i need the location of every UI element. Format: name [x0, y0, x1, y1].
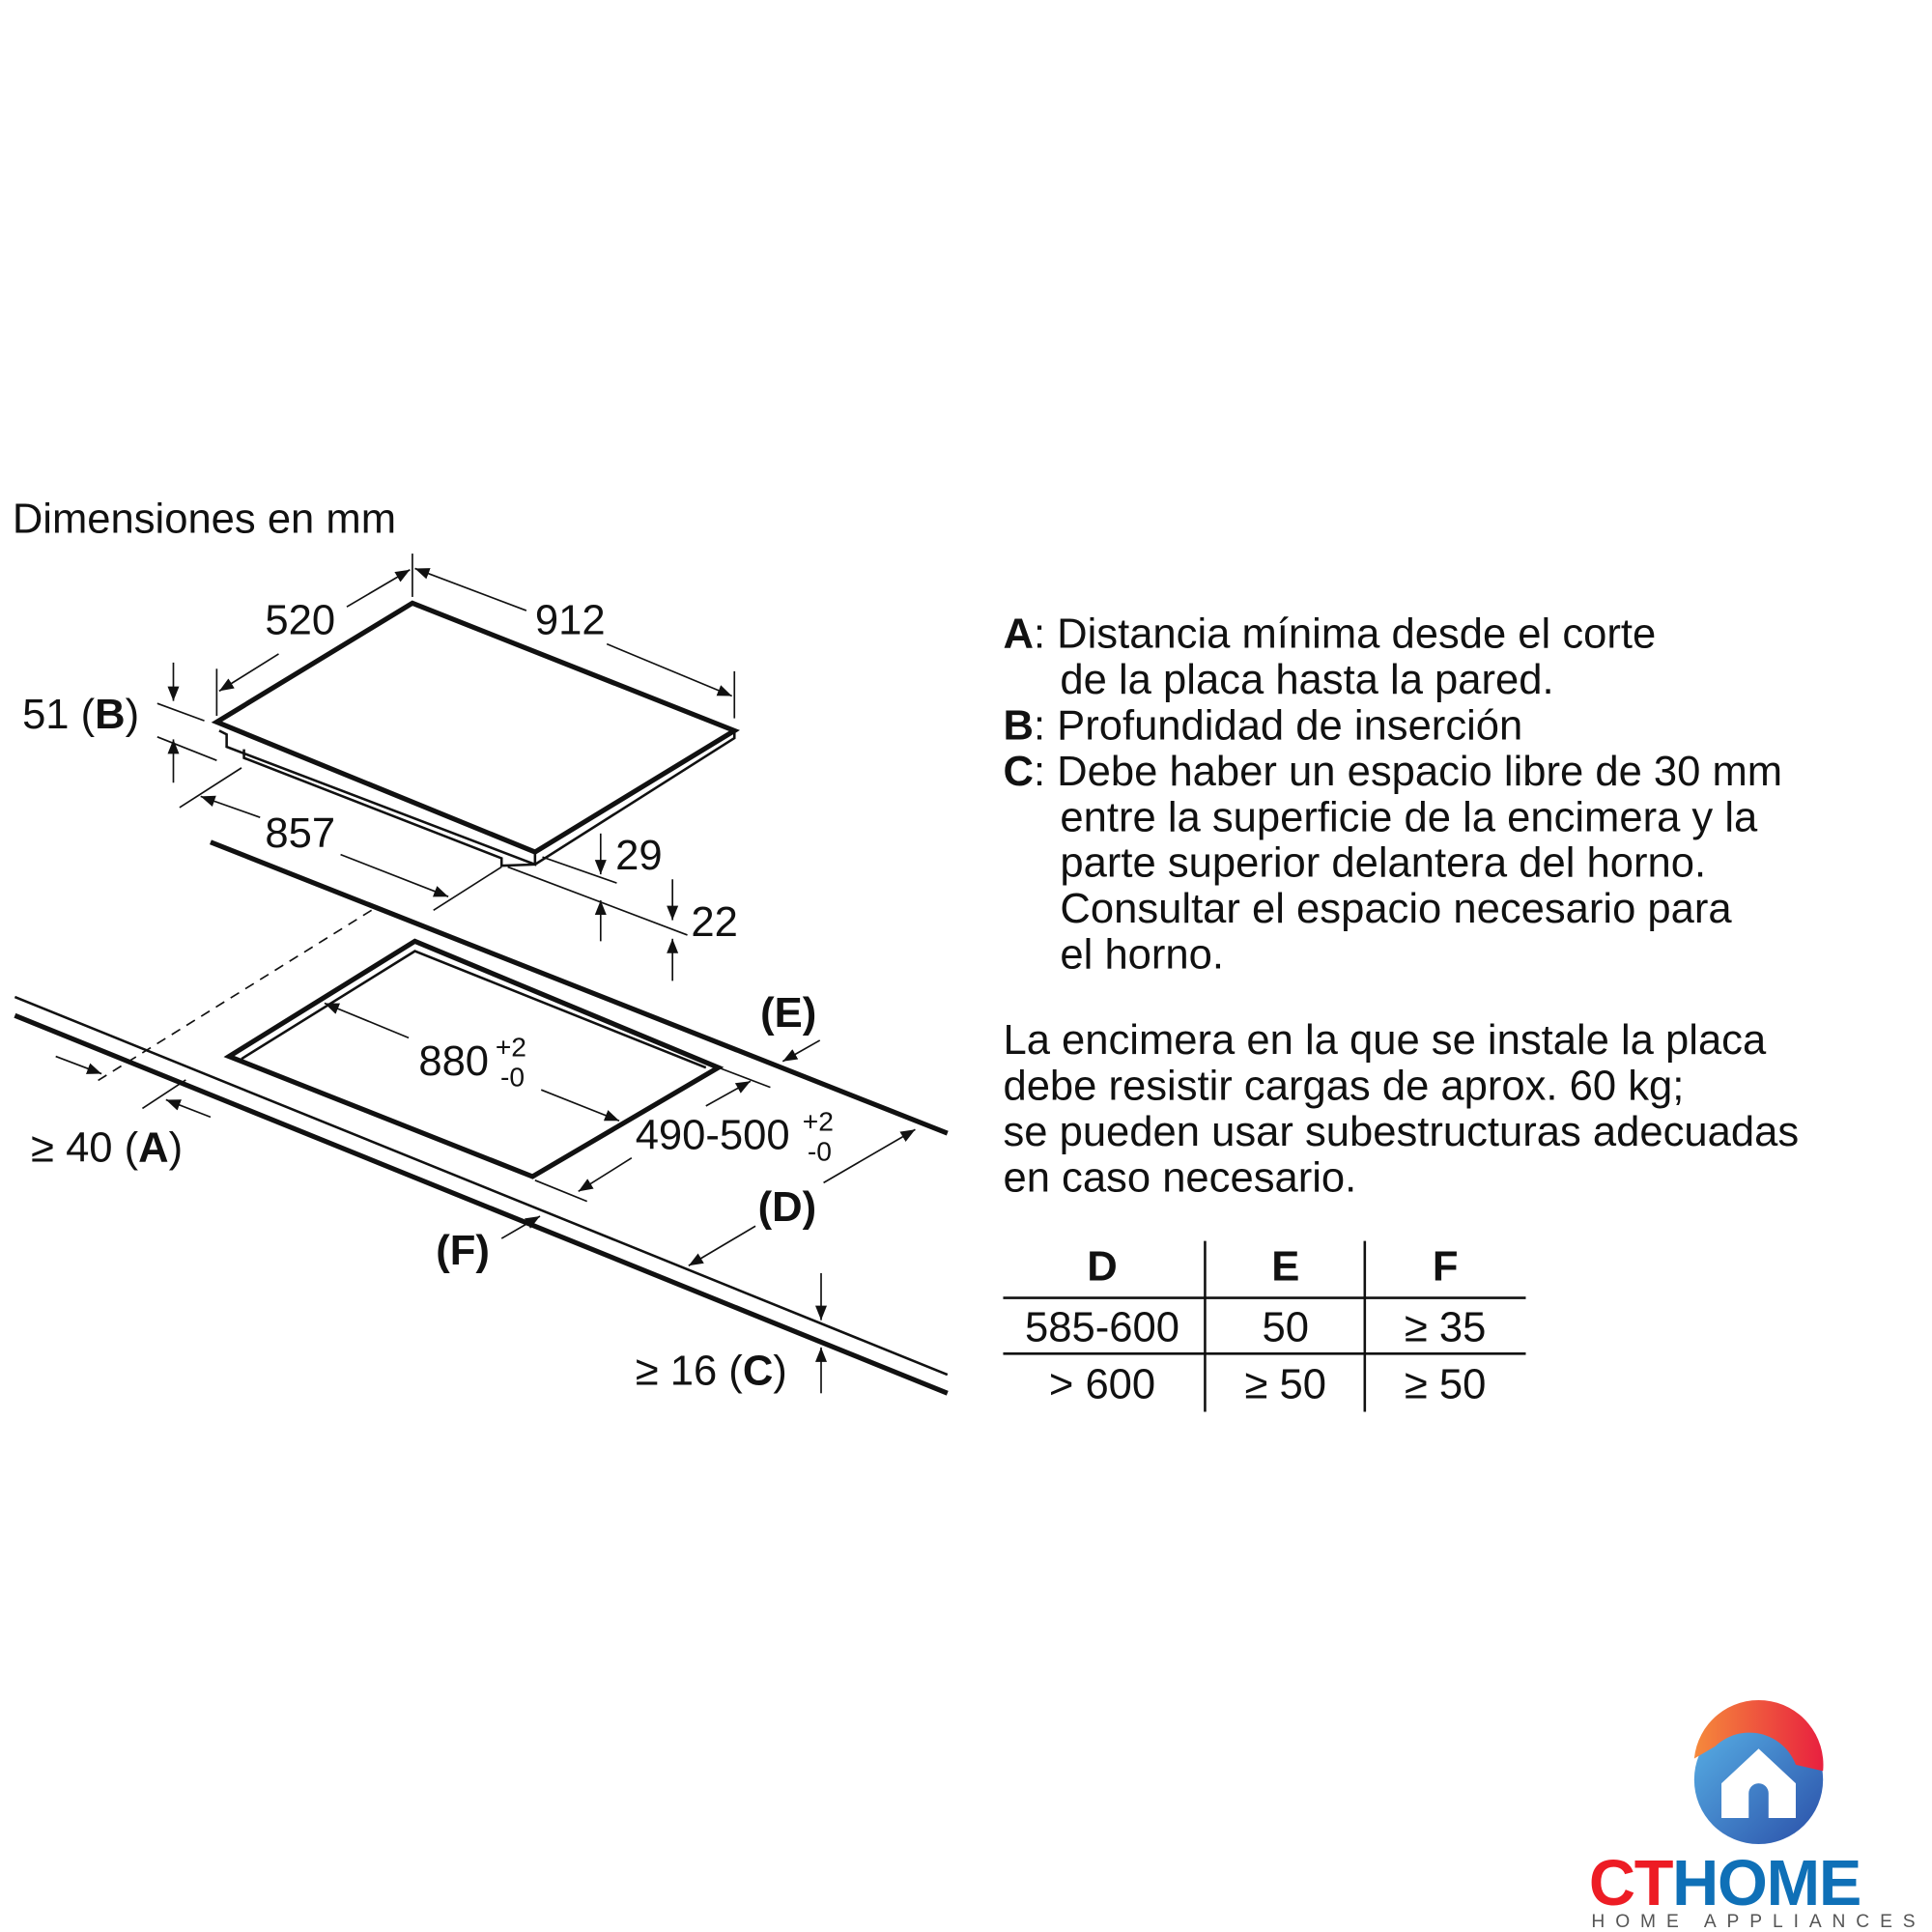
table-header: E	[1271, 1243, 1300, 1291]
table-cell: 585-600	[1025, 1304, 1179, 1351]
dim-51-b: 51 (B)	[22, 691, 140, 738]
tol-plus-490: +2	[802, 1105, 834, 1137]
dim-16-c: ≥ 16 (C)	[635, 1348, 787, 1395]
load-note-line: en caso necesario.	[1003, 1154, 1357, 1202]
label-f: (F)	[436, 1227, 490, 1274]
dim-912: 912	[534, 597, 606, 644]
table-header: D	[1087, 1243, 1118, 1291]
dim-880: 880	[418, 1037, 490, 1085]
page-title: Dimensiones en mm	[12, 496, 397, 543]
table-cell: ≥ 35	[1404, 1304, 1487, 1351]
note-c: C: Debe haber un espacio libre de 30 mm	[1003, 748, 1783, 795]
note-b: B: Profundidad de inserción	[1003, 702, 1523, 750]
note-c-line: Consultar el espacio necesario para	[1060, 886, 1732, 933]
label-d: (D)	[757, 1184, 817, 1232]
cthome-logo	[1589, 1700, 1926, 1932]
svg-text:HOME APPLIANCES: HOME APPLIANCES	[1591, 1911, 1926, 1932]
table-header: F	[1432, 1243, 1459, 1291]
dim-520: 520	[265, 597, 336, 644]
tol-minus-490: -0	[807, 1135, 832, 1167]
note-c-line: el horno.	[1060, 931, 1225, 979]
dim-22: 22	[691, 899, 738, 947]
notes	[1003, 611, 1799, 1202]
table-cell: ≥ 50	[1404, 1361, 1487, 1408]
label-e: (E)	[760, 989, 817, 1037]
table-cell: ≥ 50	[1244, 1361, 1327, 1408]
note-a-line: de la placa hasta la pared.	[1060, 656, 1554, 703]
load-note-line: La encimera en la que se instale la placa	[1003, 1017, 1767, 1065]
dim-857: 857	[265, 810, 336, 857]
svg-text:CTHOME: CTHOME	[1588, 1847, 1861, 1919]
note-c-line: parte superior delantera del horno.	[1060, 839, 1707, 887]
dim-490-500: 490-500	[635, 1112, 790, 1159]
clearance-table	[1003, 1241, 1525, 1412]
note-c-line: entre la superficie de la encimera y la	[1060, 794, 1758, 841]
dim-29: 29	[615, 833, 663, 879]
table-cell: 50	[1262, 1304, 1310, 1351]
load-note-line: debe resistir cargas de aprox. 60 kg;	[1003, 1063, 1685, 1110]
tol-minus-880: -0	[499, 1061, 526, 1093]
note-a: A: Distancia mínima desde el corte	[1003, 611, 1657, 658]
load-note-line: se pueden usar subestructuras adecuadas	[1003, 1108, 1800, 1155]
tol-plus-880: +2	[495, 1031, 526, 1063]
table-cell: > 600	[1048, 1361, 1156, 1408]
dim-40-a: ≥ 40 (A)	[31, 1124, 184, 1172]
